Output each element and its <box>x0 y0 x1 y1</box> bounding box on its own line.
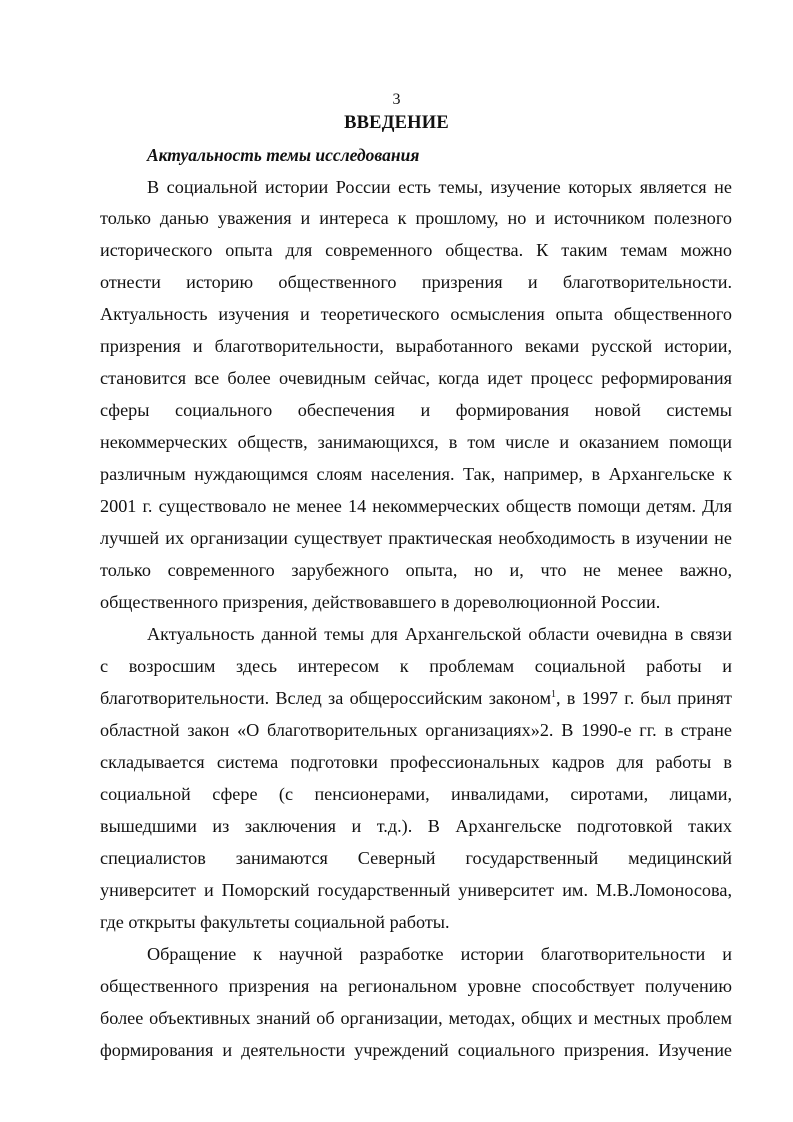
section-title: ВВЕДЕНИЕ <box>344 113 449 133</box>
paragraph-line: В социальной истории России есть темы, изучение которых является не <box>147 177 732 197</box>
paragraph-line: с возросшим здесь интересом к проблемам социальной работы и <box>100 656 732 676</box>
paragraph-line: некоммерческих обществ, занимающихся, в том числе и оказанием помощи <box>100 432 732 452</box>
paragraph-line: университет и Поморский государственный университет им. М.В.Ломоносова, <box>100 880 732 900</box>
footnote-marker: 1 <box>550 689 556 700</box>
paragraph-line: формирования и деятельности учреждений социального призрения. Изучение <box>100 1040 732 1060</box>
paragraph-line: общественного призрения, действовавшего в дореволюционной России. <box>100 592 661 612</box>
paragraph-line: Обращение к научной разработке истории благотворительности и <box>147 944 732 964</box>
paragraph-line: Актуальность изучения и теоретического осмысления опыта общественного <box>100 304 732 324</box>
text-segment: , в 1997 г. был принят <box>555 688 732 708</box>
paragraph-line: исторического опыта для современного общества. К таким темам можно <box>100 240 732 260</box>
paragraph-line: социальной сфере (с пенсионерами, инвалидами, сиротами, лицами, <box>100 784 732 804</box>
paragraph-line <box>100 687 732 709</box>
paragraph-line: различным нуждающимся слоям населения. Так, например, в Архангельске к <box>100 464 732 484</box>
paragraph-line: лучшей их организации существует практическая необходимость в изучении не <box>100 528 732 548</box>
page-number: 3 <box>392 91 401 108</box>
paragraph-line: отнести историю общественного призрения и благотворительности. <box>100 272 732 292</box>
paragraph-line: только данью уважения и интереса к прошлому, но и источником полезного <box>100 208 732 228</box>
subsection-heading: Актуальность темы исследования <box>147 145 420 165</box>
paragraph-line: сферы социального обеспечения и формирования новой системы <box>100 400 732 420</box>
paragraph-line: складывается система подготовки профессиональных кадров для работы в <box>100 752 732 772</box>
paragraph-line: более объективных знаний об организации, методах, общих и местных проблем <box>100 1008 732 1028</box>
paragraph-line: Актуальность данной темы для Архангельской области очевидна в связи <box>147 624 732 644</box>
text-segment: благотворительности. Вслед за общероссийским законом <box>100 688 551 708</box>
paragraph-line: только современного зарубежного опыта, но и, что не менее важно, <box>100 560 732 580</box>
paragraph-line: становится все более очевидным сейчас, когда идет процесс реформирования <box>100 368 732 388</box>
paragraph-line: специалистов занимаются Северный государственный медицинский <box>100 848 732 868</box>
paragraph-line: вышедшими из заключения и т.д.). В Архангельске подготовкой таких <box>100 816 732 836</box>
paragraph-line: 2001 г. существовало не менее 14 некоммерческих обществ помощи детям. Для <box>100 496 732 516</box>
paragraph-line: областной закон «О благотворительных организациях»2. В 1990-е гг. в стране <box>100 720 732 740</box>
paragraph-line: призрения и благотворительности, выработанного веками русской истории, <box>100 336 732 356</box>
paragraph-line: где открыты факультеты социальной работы. <box>100 912 450 932</box>
paragraph-line: общественного призрения на региональном уровне способствует получению <box>100 976 732 996</box>
